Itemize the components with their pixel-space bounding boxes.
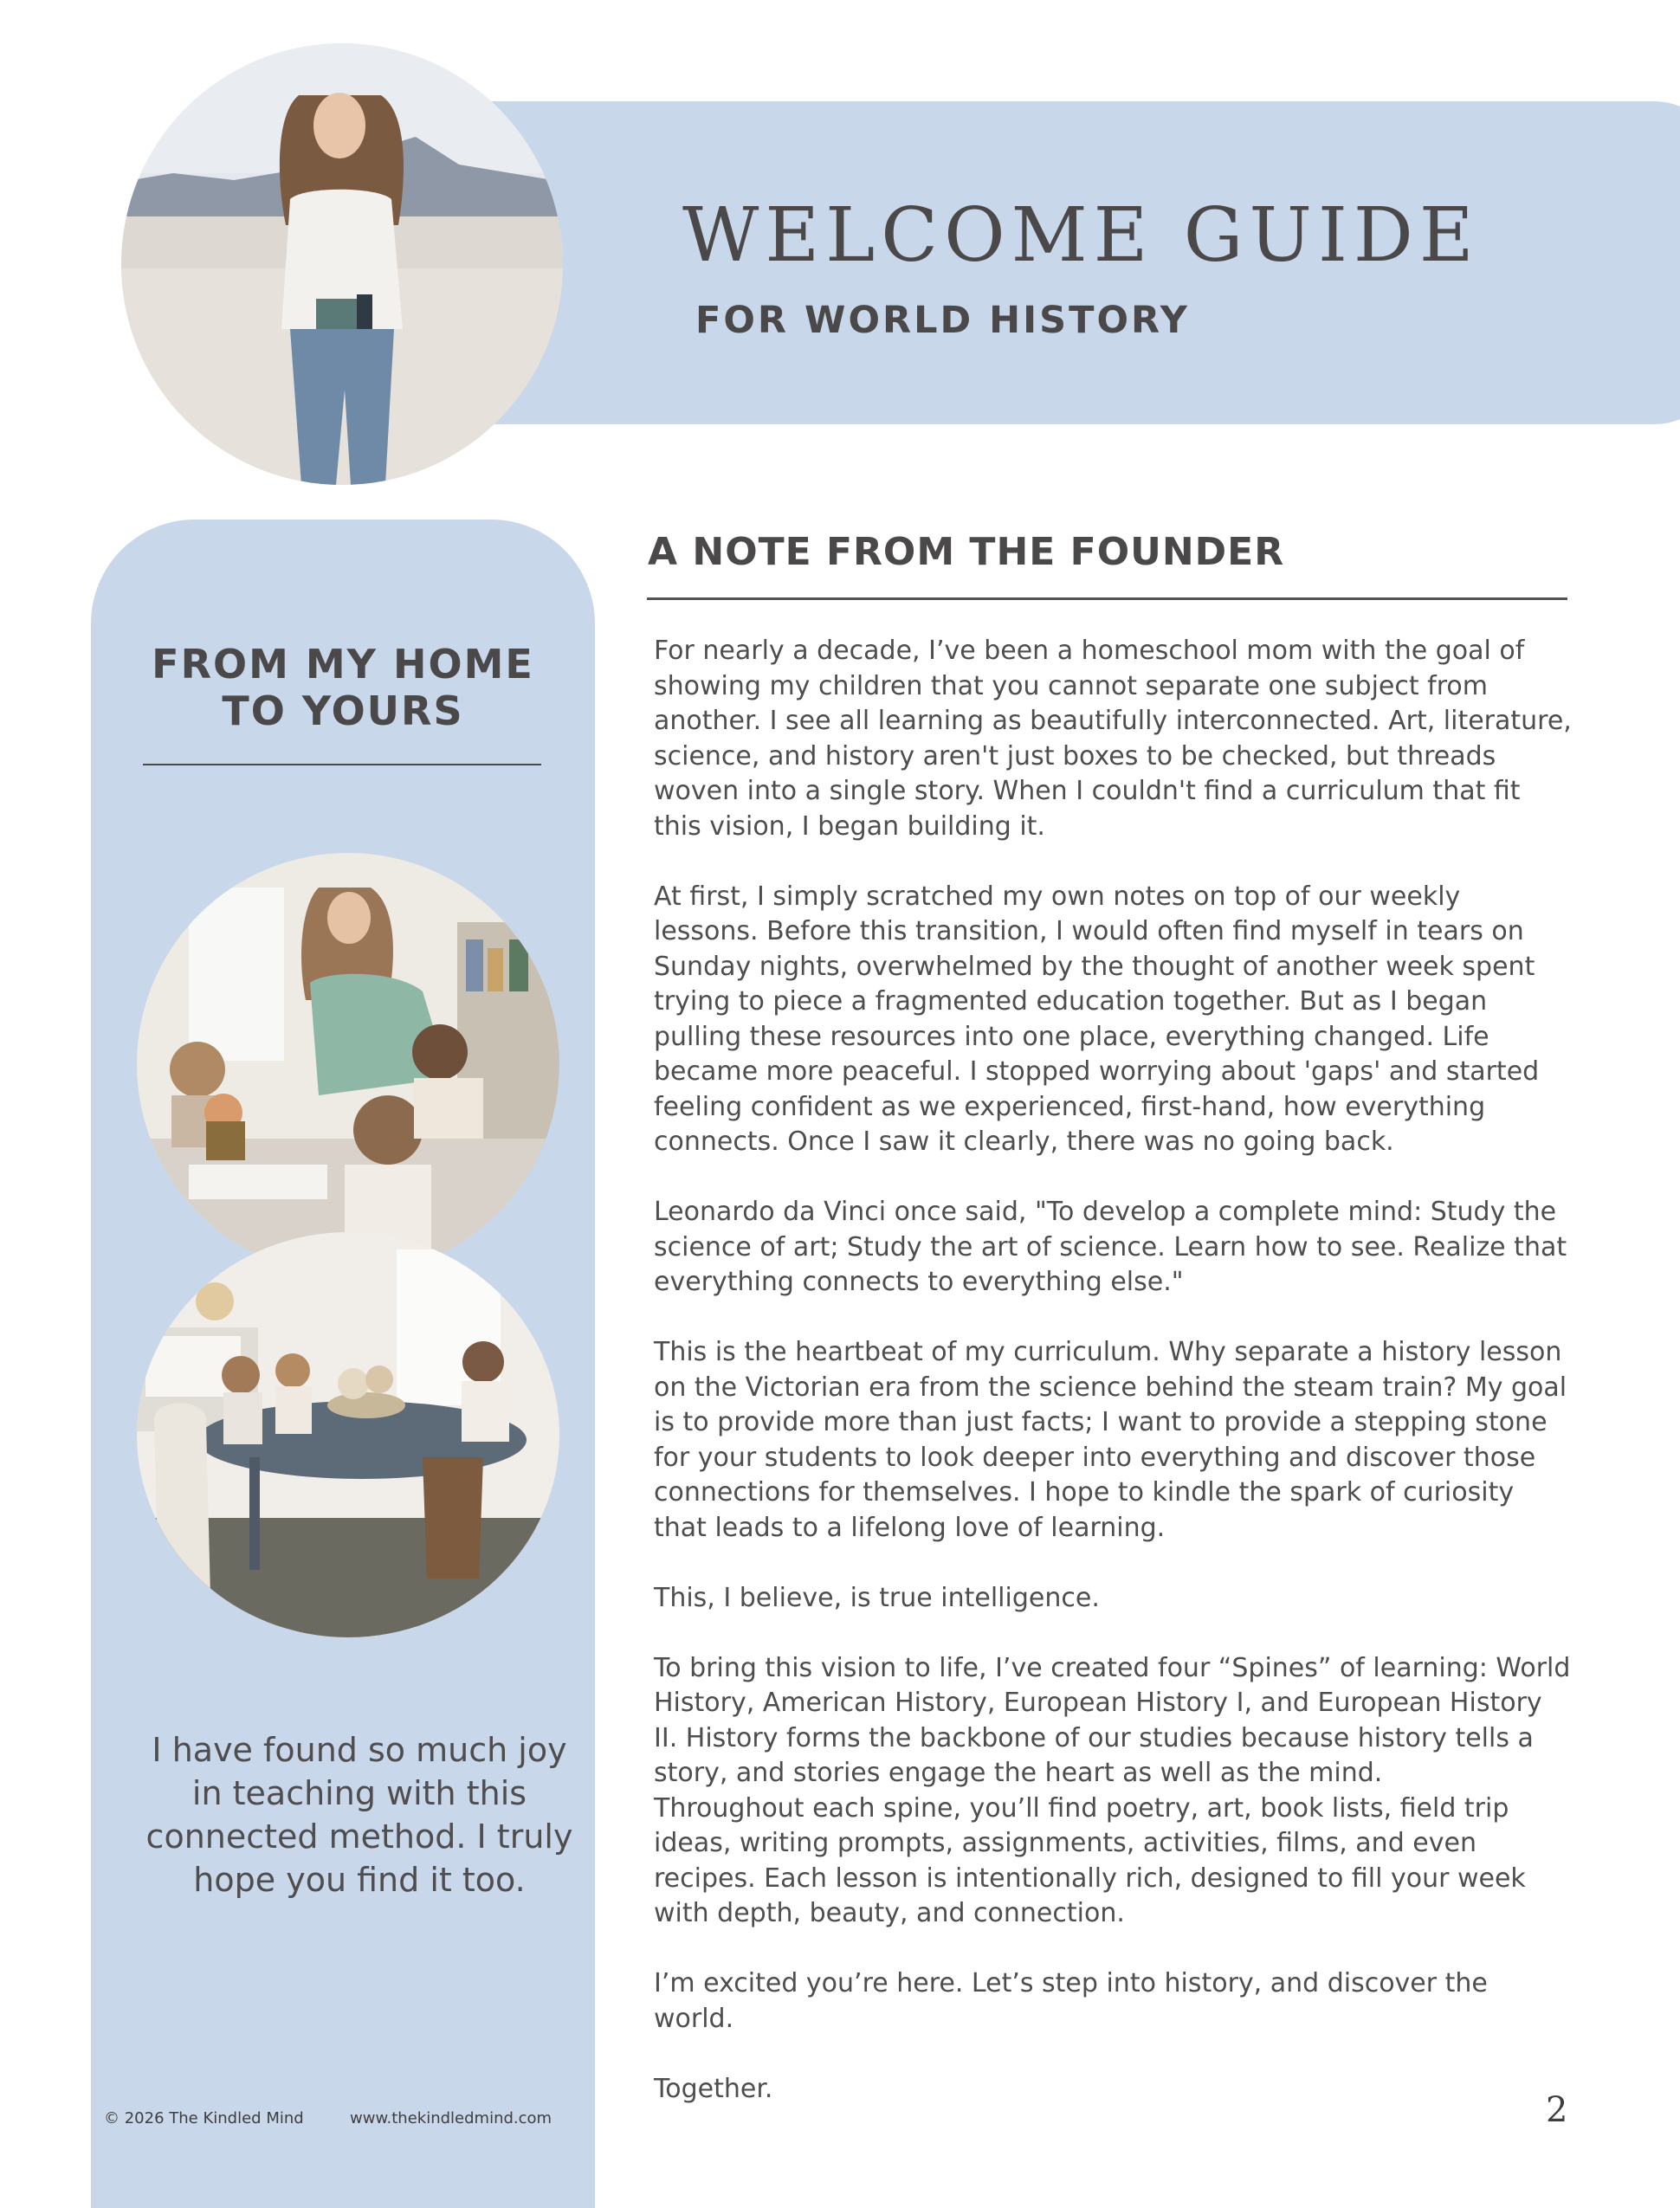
letter-paragraph: This is the heartbeat of my curriculum. Why separate a history lesson on the Victorian era from the science behind the steam train? My goal is to provide more than just facts; I want to provide a stepping stone for your students to look deeper into everything and discover those connections for themselves. I hope to kindle the spark of curiosity that leads to a lifelong love of learning. bbox=[654, 1337, 1567, 1543]
founder-photo bbox=[121, 43, 563, 485]
letter-paragraph: At first, I simply scratched my own notes on top of our weekly lessons. Before this transition, I would often find myself in tears on Sunday nights, overwhelmed by the thought of another week spent trying to piece a fragmented education together. But as I began pulling these resources into one place, everything changed. Life became more peaceful. I stopped worrying about 'gaps' and started feeling confident as we experienced, first-hand, how everything connects. Once I saw it clearly, there was no going back. bbox=[654, 881, 1540, 1157]
page-number: 2 bbox=[1546, 2090, 1568, 2130]
dining-table-photo bbox=[137, 1232, 559, 1637]
footer-website-link[interactable]: www.thekindledmind.com bbox=[350, 2109, 552, 2127]
letter-paragraph: To bring this vision to life, I’ve created four “Spines” of learning: World History, American History, European History I, and European History II. History forms the backbone of our studies because history tells a story, and stories engage the heart as well as the mind. bbox=[654, 1652, 1571, 1788]
letter-paragraph: Throughout each spine, you’ll find poetry, art, book lists, field trip ideas, writing prompts, assignments, activities, films, and even recipes. Each lesson is intentionally rich, designed to fill your week with depth, beauty, and connection. bbox=[654, 1792, 1526, 1928]
letter-paragraph: Leonardo da Vinci once said, "To develop a complete mind: Study the science of art; Study the art of science. Learn how to see. Realize that everything connects to everything else." bbox=[654, 1197, 1567, 1297]
letter-paragraph: I’m excited you’re here. Let’s step into history, and discover the world. bbox=[654, 1968, 1488, 2034]
sidebar-quote: I have found so much joy in teaching with this connected method. I truly hope you find it too. bbox=[145, 1731, 573, 1899]
page-title: WELCOME GUIDE bbox=[682, 192, 1480, 279]
section-divider bbox=[647, 597, 1567, 600]
sidebar-heading-line1: FROM MY HOME bbox=[152, 641, 534, 688]
sidebar-divider bbox=[143, 764, 541, 765]
sidebar-heading-line2: TO YOURS bbox=[222, 688, 464, 734]
letter-signoff: Together. bbox=[654, 2073, 773, 2104]
letter-paragraph: This, I believe, is true intelligence. bbox=[654, 1582, 1100, 1613]
teaching-photo bbox=[137, 853, 559, 1275]
founder-letter bbox=[654, 634, 1572, 2142]
sidebar-heading bbox=[91, 641, 595, 734]
letter-paragraph: For nearly a decade, I’ve been a homeschool mom with the goal of showing my children that you cannot separate one subject from another. I see all learning as beautifully interconnected. Art, literature, science, and history aren't just boxes to be checked, but threads woven into a single story. When I couldn't find a curriculum that fit this vision, I began building it. bbox=[654, 636, 1572, 842]
footer-copyright: © 2026 The Kindled Mind bbox=[104, 2109, 304, 2127]
page-subtitle: FOR WORLD HISTORY bbox=[695, 299, 1190, 342]
section-heading: A NOTE FROM THE FOUNDER bbox=[648, 530, 1285, 574]
